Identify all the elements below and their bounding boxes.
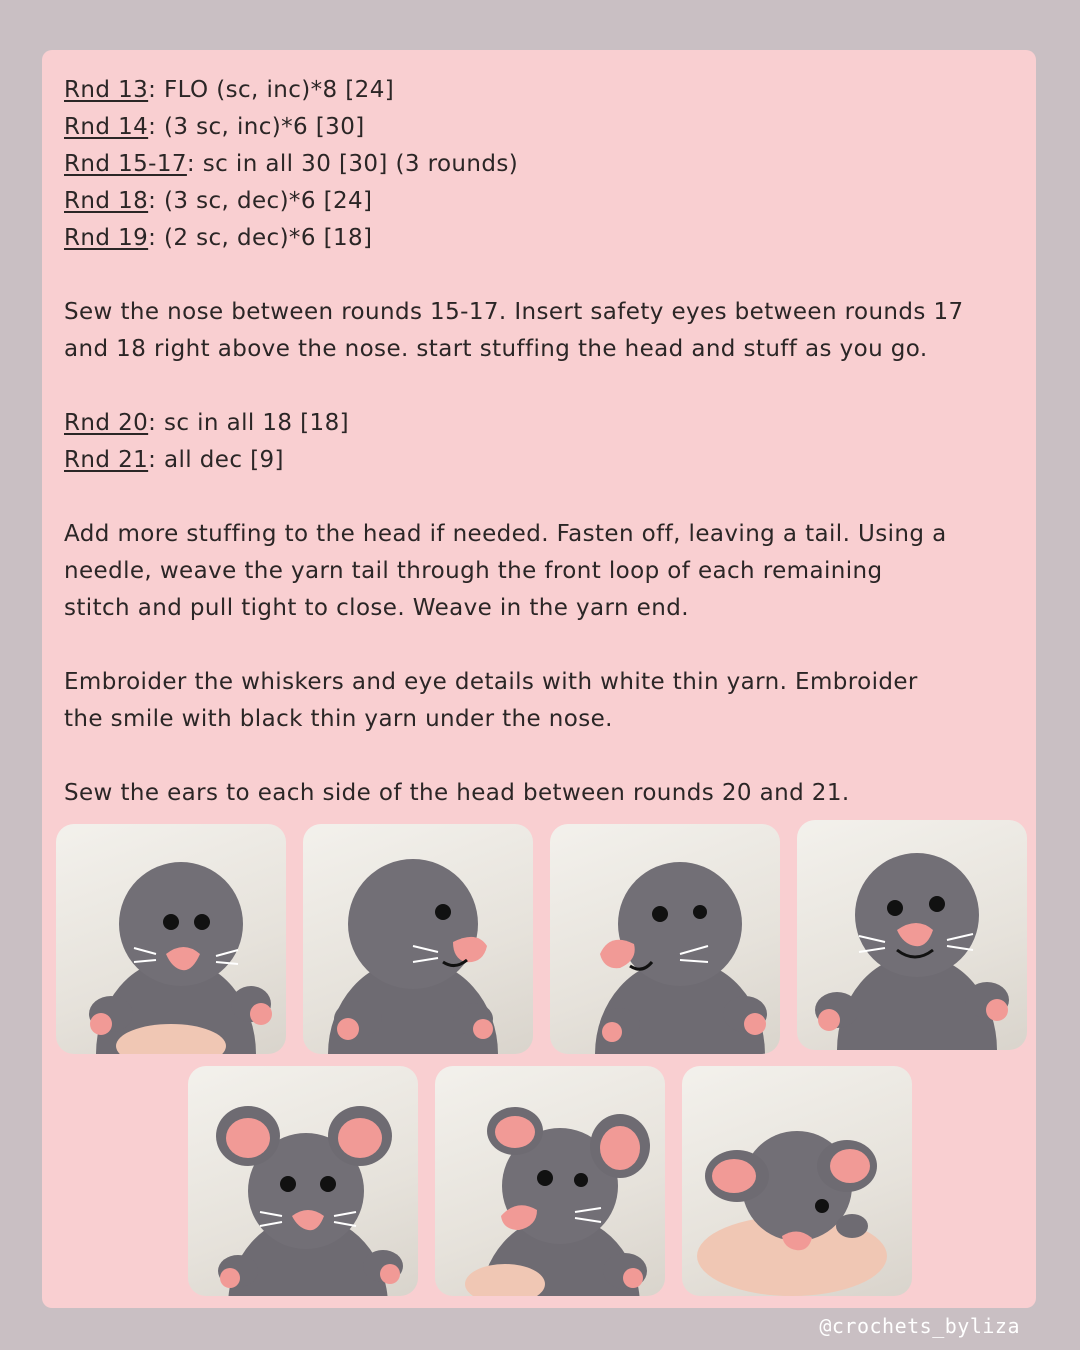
rat-plush-image (303, 824, 533, 1054)
note-embroider-line-2: the smile with black thin yarn under the nose. (64, 706, 613, 732)
photo-rat-front (56, 824, 286, 1054)
note-nose-eyes-line-2: and 18 right above the nose. start stuffing the head and stuff as you go. (64, 336, 928, 362)
rat-plush-image (435, 1066, 665, 1296)
note-nose-eyes-line-1: Sew the nose between rounds 15-17. Insert safety eyes between rounds 17 (64, 299, 964, 325)
note-embroider-line-1: Embroider the whiskers and eye details with white thin yarn. Embroider (64, 669, 918, 695)
note-fasten-line-3: stitch and pull tight to close. Weave in the yarn end. (64, 595, 689, 621)
photo-rat-top-ears (682, 1066, 912, 1296)
rat-plush-image (797, 820, 1027, 1050)
round-13: Rnd 13: FLO (sc, inc)*8 [24] (64, 77, 395, 103)
round-21: Rnd 21: all dec [9] (64, 447, 284, 473)
round-15-17: Rnd 15-17: sc in all 30 [30] (3 rounds) (64, 151, 519, 177)
photo-rat-side-right (550, 824, 780, 1054)
rat-plush-image (188, 1066, 418, 1296)
rat-plush-image (550, 824, 780, 1054)
photo-rat-side-left (303, 824, 533, 1054)
round-19: Rnd 19: (2 sc, dec)*6 [18] (64, 225, 373, 251)
round-18: Rnd 18: (3 sc, dec)*6 [24] (64, 188, 373, 214)
round-14: Rnd 14: (3 sc, inc)*6 [30] (64, 114, 365, 140)
pattern-text (64, 72, 1024, 812)
note-fasten-line-2: needle, weave the yarn tail through the front loop of each remaining (64, 558, 883, 584)
round-20: Rnd 20: sc in all 18 [18] (64, 410, 349, 436)
instagram-handle: @crochets_byliza (819, 1314, 1020, 1338)
photo-rat-front-ears (188, 1066, 418, 1296)
photo-rat-angled-ears (435, 1066, 665, 1296)
photo-rat-front-smile (797, 820, 1027, 1050)
note-ears: Sew the ears to each side of the head between rounds 20 and 21. (64, 780, 850, 806)
note-fasten-line-1: Add more stuffing to the head if needed. Fasten off, leaving a tail. Using a (64, 521, 947, 547)
rat-plush-image (682, 1066, 912, 1296)
rat-plush-image (56, 824, 286, 1054)
